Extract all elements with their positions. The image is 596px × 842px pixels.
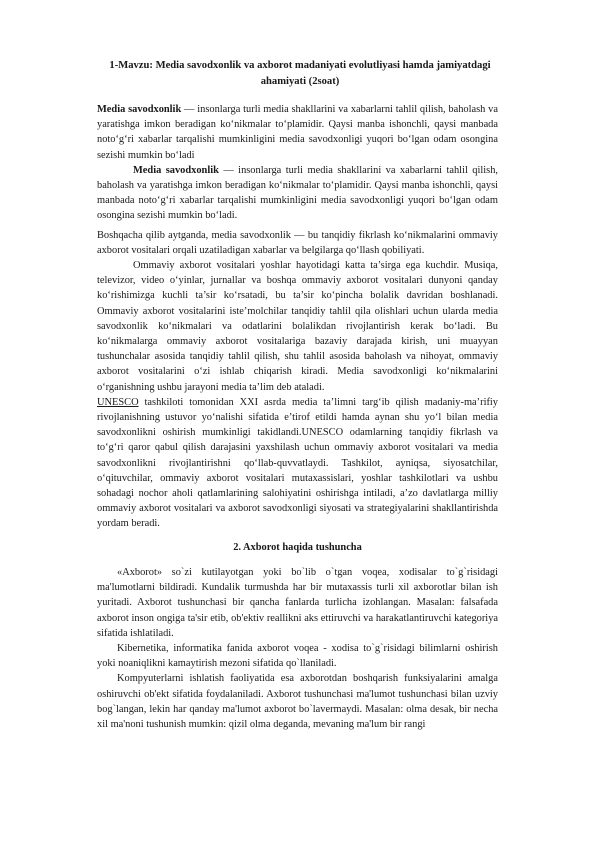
paragraph-kompyuterlar: Kompyuterlarni ishlatish faoliyatida esa axborotdan boshqarish funksiyalarini amalga oshiruvchi ob'ekt sifatida foydalaniladi. Axborot tushunchasi ma'lumot tushunchasi bilan uzviy bog`langan, lekin har qanday ma'lumot axborot bo`lavermaydi. Masalan: olma desak, bir necha xil ma'noni tushunish mumkin: qizil olma deganda, mevaning ma'lum bir rangi	[97, 673, 498, 730]
term-media-savodxonlik: Media savodxonlik	[97, 104, 182, 115]
page-title: 1-Mavzu: Media savodxonlik va axborot madaniyati evolutliyasi hamda jamiyatdagi ahamiyati (2soat)	[109, 60, 491, 87]
paragraph-media-savodxonlik-1	[97, 102, 498, 163]
paragraph-text: tashkiloti tomonidan XXI asrda media ta’limni targ‘ib qilish madaniy-ma’rifiy rivojlanishning ustuvor yo‘nalishi sifatida e’tirof etildi hamda aynan shu yo‘l bilan media savodxonlikni oshirish mumkinligi takidlandi.UNESCO odamlarning tanqidiy fikrlash va to‘g‘ri qaror qabul qilish darajasini yaxshilash uchun ommaviy axborot vositalari va media savodxonlikni rivojlantirishni qo‘llab-quvvatlaydi. Tashkilot, ayniqsa, siyosatchilar, o‘qituvchilar, ommaviy axborot vositalari mutaxassislari, yoshlar tashkilotlari va ushbu sohadagi nochor aholi qatlamlarining salohiyatini oshirishga intiladi, a’zo davlatlarga milliy ommaviy axborot vositalari va axborot savodxonligi siyosati va strategiyalarini shakllantirishda yordam beradi.	[97, 396, 498, 530]
unesco-link[interactable]: UNESCO	[97, 396, 139, 408]
paragraph-axborot-soz: «Axborot» so`zi kutilayotgan yoki bo`lib o`tgan voqea, xodisalar to`g`risidagi ma'lumotlarni bildiradi. Kundalik turmushda har bir mutaxassis turli xil axborotlar bilan ish yuritadi. Axborot tushunchasi bir qancha fanlarda turlicha izohlangan. Masalan: falsafada axborot inson ongiga ta'sir etib, ob'ektiv reallikni aks ettiruvchi va harakatlantiruvchi kategoriya sifatida ishlatiladi.	[97, 566, 498, 639]
document-body	[97, 102, 498, 732]
paragraph-unesco	[97, 395, 498, 532]
paragraph-boshqacha: Boshqacha qilib aytganda, media savodxonlik — bu tanqidiy fikrlash ko‘nikmalarini ommaviy axborot vositalari orqali uzatiladigan xabarlar va belgilarga qo‘llash qobiliyati.	[97, 229, 498, 256]
section-heading-axborot: 2. Axborot haqida tushuncha	[233, 541, 362, 553]
paragraph-ommaviy-axborot: Ommaviy axborot vositalari yoshlar hayotidagi katta ta’sirga ega kuchdir. Musiqa, televizor, video o‘yinlar, jurnallar va boshqa ommaviy axborot vositalari dunyoni qanday ko‘rishimizga kuchli ta’sir ko‘rsatadi, bu ta’sir ko‘pincha bolalik davridan boshlanadi. Ommaviy axborot vositalarini iste’molchilar tanqidiy tahlil qila olishlari uchun ularda media savodxonlik ko‘nikmalari va odatlarini bolalikdan rivojlantirish kerak bo‘ladi. Bu ko‘nikmalarga ommaviy axborot vositalariga bazaviy darajada kirish, uni muayyan tushunchalar asosida tanqidiy tahlil qilish, shu tahlil asosida baholash va nihoyat, ommaviy axborot vositalarini o‘zi ishlab chiqarish kiradi. Media savodxonligi ko‘nikmalarini o‘rganishning ushbu jarayoni media ta’lim deb ataladi.	[97, 260, 498, 393]
paragraph-kibernetika: Kibernetika, informatika fanida axborot voqea - xodisa to`g`risidagi bilimlarni oshirish yoki noaniqlikni kamaytirish mezoni sifatida qo`llaniladi.	[97, 642, 498, 670]
paragraph-media-savodxonlik-2	[97, 163, 498, 224]
paragraph-text: — insonlarga turli media shakllarini va xabarlarni tahlil qilish, baholash va yaratishga imkon beradigan ko‘nikmalar to‘plamidir. Qaysi manba ishonchli, qaysi manbada noto‘g‘ri xabarlar tarqalishi mumkinligini media savodxonligi yuqori bo‘lgan odam osongina sezishi mumkin bo‘ladi	[97, 104, 498, 161]
term-media-savodxonlik: Media savodxonlik	[133, 164, 219, 176]
paragraph-text: — insonlarga turli media shakllarini va xabarlarni tahlil qilish, baholash va yaratishga imkon beradigan ko‘nikmalar to‘plamidir. Qaysi manba ishonchli, qaysi manbada noto‘g‘ri xabarlar tarqalishi mumkinligini media savodxonligi yuqori bo‘lgan odam osongina sezishi mumkin bo‘ladi.	[97, 164, 498, 222]
